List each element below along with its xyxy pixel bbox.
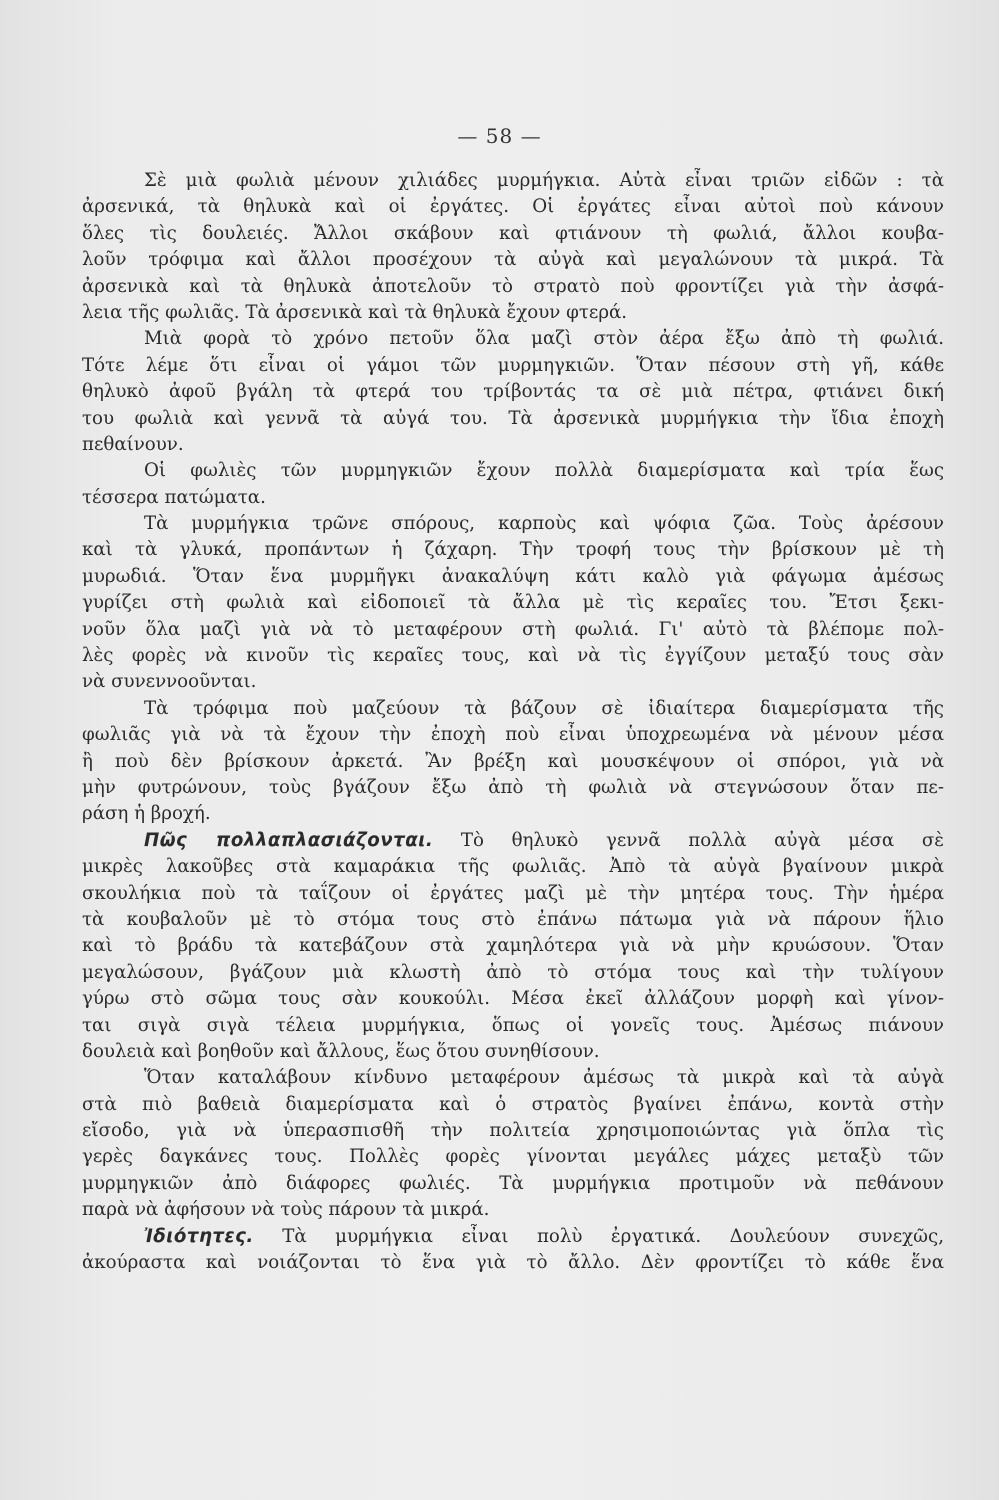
line-text: Τότε λέμε ὅτι εἶναι οἱ γάμοι τῶν μυρμηγκιῶν. Ὅταν πέσουν στὴ γῆ, κάθε <box>82 354 944 376</box>
text-line <box>82 881 944 907</box>
text-line <box>82 485 944 511</box>
text-line <box>82 749 944 775</box>
text-line <box>82 537 944 563</box>
line-text: τὰ κουβαλοῦν μὲ τὸ στόμα τους στὸ ἐπάνω πάτωμα γιὰ νὰ πάρουν ἥλιο <box>82 908 944 930</box>
text-line <box>82 379 944 405</box>
text-line <box>82 960 944 986</box>
line-text: Σὲ μιὰ φωλιὰ μένουν χιλιάδες μυρμήγκια. Αὐτὰ εἶναι τριῶν εἰδῶν : τὰ <box>144 170 944 191</box>
line-text: δουλειὰ καὶ βοηθοῦν καὶ ἄλλους, ἕως ὅτου συνηθίσουν. <box>82 1040 600 1062</box>
line-text: μὴν φυτρώνουν, τοὺς βγάζουν ἔξω ἀπὸ τὴ φωλιὰ νὰ στεγνώσουν ὅταν πε- <box>82 776 944 798</box>
line-text: Μιὰ φορὰ τὸ χρόνο πετοῦν ὅλα μαζὶ στὸν ἀέρα ἔξω ἀπὸ τὴ φωλιά. <box>144 328 944 350</box>
text-line <box>82 274 944 300</box>
line-text: Τὰ τρόφιμα ποὺ μαζεύουν τὰ βάζουν σὲ ἰδιαίτερα διαμερίσματα τῆς <box>144 697 944 719</box>
line-text: ται σιγὰ σιγὰ τέλεια μυρμήγκια, ὅπως οἱ γονεῖς τους. Ἀμέσως πιάνουν <box>82 1014 944 1036</box>
line-text: Τὸ θηλυκὸ γεννᾶ πολλὰ αὐγὰ μέσα σὲ <box>433 829 944 851</box>
body-text <box>82 168 944 1276</box>
text-line <box>82 432 944 458</box>
line-text: γύρω στὸ σῶμα τους σὰν κουκούλι. Μέσα ἐκεῖ ἀλλάζουν μορφὴ καὶ γίνον- <box>82 988 944 1010</box>
line-text: πεθαίνουν. <box>82 433 184 455</box>
text-line <box>82 696 944 722</box>
line-text: ράση ἡ βροχή. <box>82 803 211 825</box>
text-line <box>82 907 944 933</box>
text-line <box>82 221 944 247</box>
text-line <box>82 194 944 220</box>
text-line <box>82 722 944 748</box>
text-line <box>82 775 944 801</box>
text-line <box>82 590 944 616</box>
line-text: ὅλες τὶς δουλειές. Ἄλλοι σκάβουν καὶ φτιάνουν τὴ φωλιά, ἄλλοι κουβα- <box>82 222 944 244</box>
text-line <box>82 828 944 854</box>
line-text: μεγαλώσουν, βγάζουν μιὰ κλωστὴ ἀπὸ τὸ στόμα τους καὶ τὴν τυλίγουν <box>82 961 944 983</box>
line-text: τέσσερα πατώματα. <box>82 486 266 508</box>
text-line <box>82 1197 944 1223</box>
line-text: σκουλήκια ποὺ τὰ ταΐζουν οἱ ἐργάτες μαζὶ μὲ τὴν μητέρα τους. Τὴν ἡμέρα <box>82 882 944 904</box>
line-text: λὲς φορὲς νὰ κινοῦν τὶς κεραῖες τους, καὶ νὰ τὶς ἐγγίζουν μεταξύ τους σὰν <box>82 645 944 667</box>
text-line <box>82 1065 944 1091</box>
section-heading: Ἰδιότητες. <box>144 1225 254 1247</box>
text-line <box>82 1039 944 1065</box>
text-line <box>82 326 944 352</box>
line-text: παρὰ νὰ ἀφήσουν νὰ τοὺς πάρουν τὰ μικρά. <box>82 1199 490 1221</box>
text-line <box>82 617 944 643</box>
line-text: εἴσοδο, γιὰ νὰ ὑπερασπισθῆ τὴν πολιτεία χρησιμοποιώντας γιὰ ὅπλα τὶς <box>82 1120 944 1142</box>
page-number: — 58 — <box>457 124 542 148</box>
section-heading: Πῶς πολλαπλασιάζονται. <box>144 829 434 851</box>
line-text: Τὰ μυρμήγκια εἶναι πολὺ ἐργατικά. Δουλεύουν συνεχῶς, <box>253 1225 944 1247</box>
line-text: νὰ συνεννοοῦνται. <box>82 671 257 693</box>
text-line <box>82 1171 944 1197</box>
text-line <box>82 854 944 880</box>
line-text: νοῦν ὅλα μαζὶ γιὰ νὰ τὸ μεταφέρουν στὴ φωλιά. Γι' αὐτὸ τὰ βλέπομε πολ- <box>82 618 944 640</box>
line-text: λοῦν τρόφιμα καὶ ἄλλοι προσέχουν τὰ αὐγὰ καὶ μεγαλώνουν τὰ μικρά. Τὰ <box>82 249 944 271</box>
line-text: Τὰ μυρμήγκια τρῶνε σπόρους, καρποὺς καὶ ψόφια ζῶα. Τοὺς ἀρέσουν <box>144 513 944 535</box>
text-line <box>82 933 944 959</box>
line-text: μικρὲς λακοῦβες στὰ καμαράκια τῆς φωλιᾶς. Ἀπὸ τὰ αὐγὰ βγαίνουν μικρὰ <box>82 856 944 878</box>
line-text: ἀρσενικὰ καὶ τὰ θηλυκὰ ἀποτελοῦν τὸ στρατὸ ποὺ φροντίζει γιὰ τὴν ἀσφά- <box>82 275 944 297</box>
text-line <box>82 1118 944 1144</box>
text-line <box>82 168 944 194</box>
text-line <box>82 669 944 695</box>
line-text: Οἱ φωλιὲς τῶν μυρμηγκιῶν ἔχουν πολλὰ διαμερίσματα καὶ τρία ἕως <box>144 460 944 482</box>
line-text: φωλιᾶς γιὰ νὰ τὰ ἔχουν τὴν ἐποχὴ ποὺ εἶναι ὑποχρεωμένα νὰ μένουν μέσα <box>82 724 944 746</box>
text-line <box>82 564 944 590</box>
line-text: μυρωδιά. Ὅταν ἕνα μυρμῆγκι ἀνακαλύψη κάτι καλὸ γιὰ φάγωμα ἀμέσως <box>82 565 944 587</box>
line-text: ἢ ποὺ δὲν βρίσκουν ἀρκετά. Ἂν βρέξη καὶ μουσκέψουν οἱ σπόροι, γιὰ νὰ <box>82 750 944 772</box>
line-text: του φωλιὰ καὶ γεννᾶ τὰ αὐγά του. Τὰ ἀρσενικὰ μυρμήγκια τὴν ἴδια ἐποχὴ <box>82 407 944 429</box>
line-text: στὰ πιὸ βαθειὰ διαμερίσματα καὶ ὁ στρατὸς βγαίνει ἐπάνω, κοντὰ στὴν <box>82 1093 944 1115</box>
line-text: λεια τῆς φωλιᾶς. Τὰ ἀρσενικὰ καὶ τὰ θηλυκὰ ἔχουν φτερά. <box>82 301 628 323</box>
text-line <box>82 1224 944 1250</box>
text-line <box>82 986 944 1012</box>
line-text: μυρμηγκιῶν ἀπὸ διάφορες φωλιές. Τὰ μυρμήγκια προτιμοῦν νὰ πεθάνουν <box>82 1172 944 1194</box>
text-line <box>82 458 944 484</box>
line-text: Ὅταν καταλάβουν κίνδυνο μεταφέρουν ἀμέσως τὰ μικρὰ καὶ τὰ αὐγὰ <box>144 1067 944 1089</box>
text-line <box>82 1144 944 1170</box>
line-text: γυρίζει στὴ φωλιὰ καὶ εἰδοποιεῖ τὰ ἄλλα μὲ τὶς κεραῖες του. Ἔτσι ξεκι- <box>82 592 944 614</box>
line-text: καὶ τὸ βράδυ τὰ κατεβάζουν στὰ χαμηλότερα γιὰ νὰ μὴν κρυώσουν. Ὅταν <box>82 935 944 957</box>
line-text: καὶ τὰ γλυκά, προπάντων ἡ ζάχαρη. Τὴν τροφή τους τὴν βρίσκουν μὲ τὴ <box>82 539 944 561</box>
line-text: γερὲς δαγκάνες τους. Πολλὲς φορὲς γίνονται μεγάλες μάχες μεταξὺ τῶν <box>82 1146 944 1168</box>
text-line <box>82 300 944 326</box>
text-line <box>82 511 944 537</box>
text-line <box>82 406 944 432</box>
text-line <box>82 1013 944 1039</box>
text-line <box>82 1250 944 1276</box>
line-text: ἀκούραστα καὶ νοιάζονται τὸ ἕνα γιὰ τὸ ἄλλο. Δὲν φροντίζει τὸ κάθε ἕνα <box>82 1252 944 1274</box>
text-line <box>82 353 944 379</box>
text-line <box>82 1092 944 1118</box>
line-text: θηλυκὸ ἀφοῦ βγάλη τὰ φτερά του τρίβοντάς τα σὲ μιὰ πέτρα, φτιάνει δική <box>82 381 944 403</box>
text-line <box>82 643 944 669</box>
line-text: ἀρσενικά, τὰ θηλυκὰ καὶ οἱ ἐργάτες. Οἱ ἐργάτες εἶναι αὐτοὶ ποὺ κάνουν <box>82 196 944 218</box>
text-line <box>82 801 944 827</box>
text-line <box>82 247 944 273</box>
